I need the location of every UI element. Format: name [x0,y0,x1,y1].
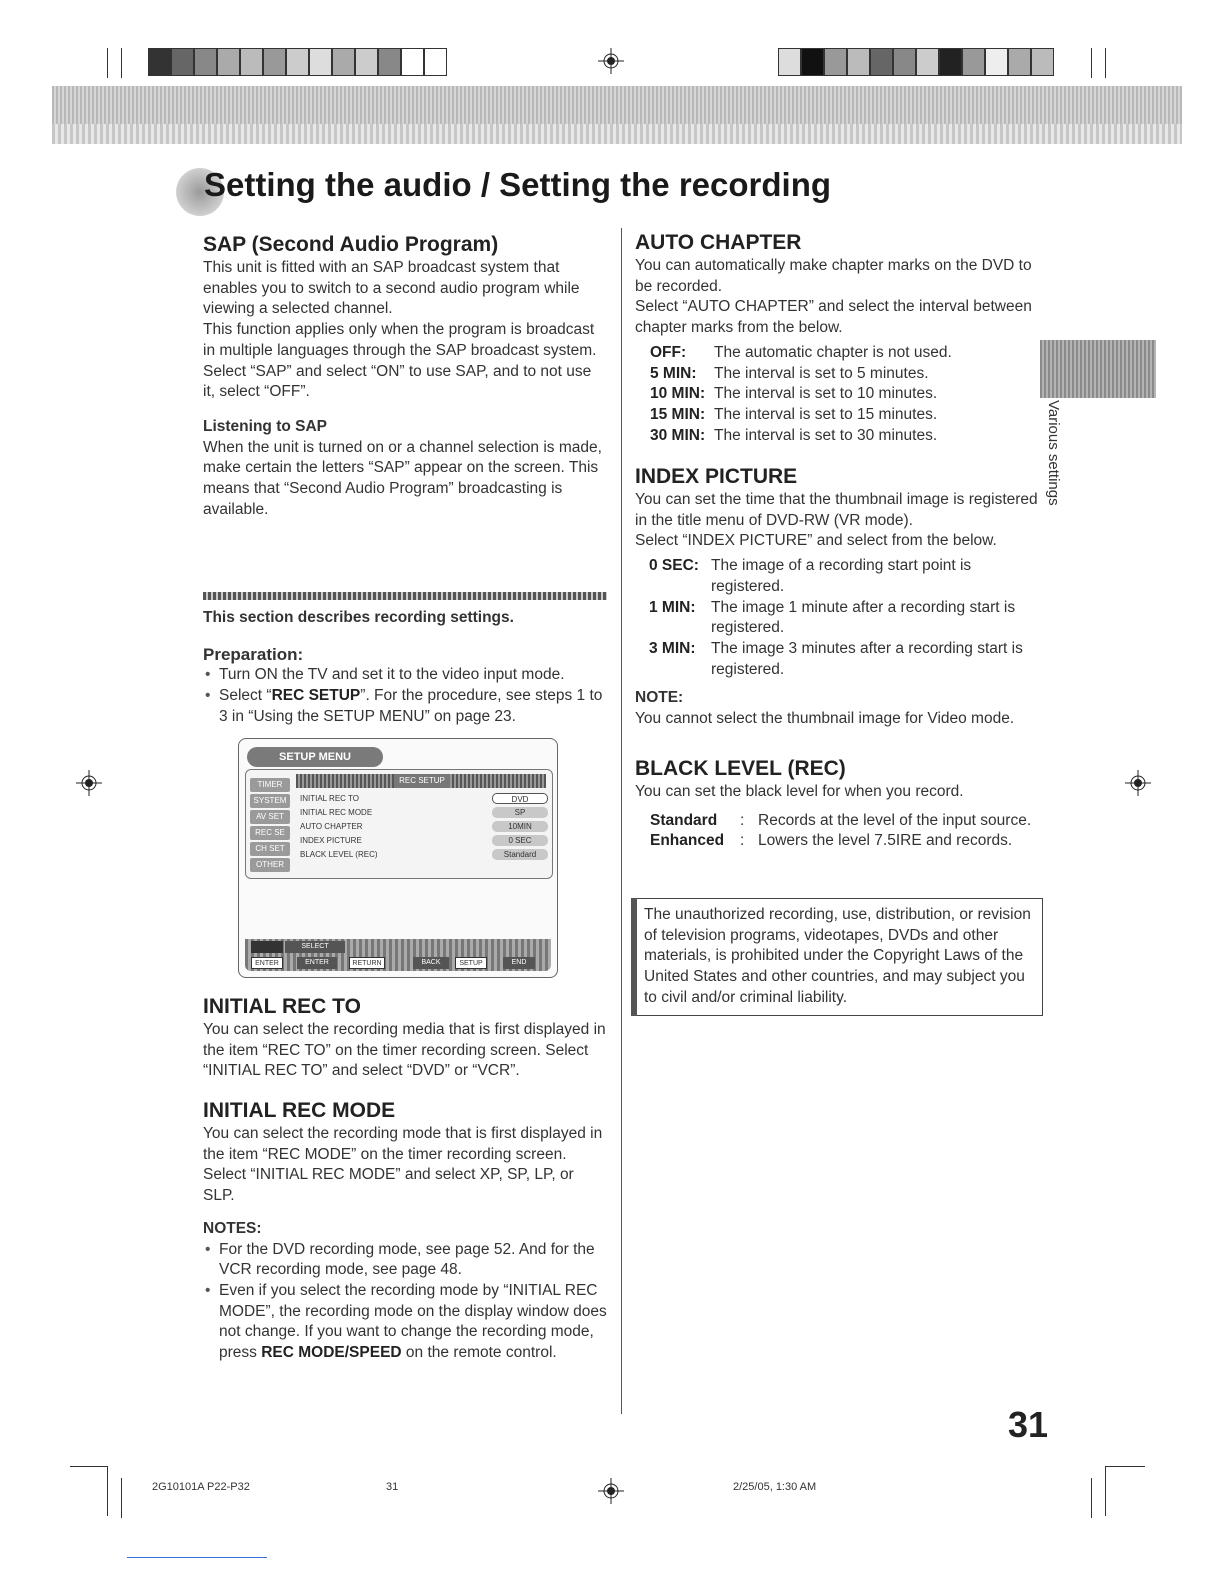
notes-heading: NOTES: [203,1219,262,1237]
section-tab [1040,340,1156,398]
menu-key-bar [245,939,551,971]
sap-heading: SAP (Second Audio Program) [203,233,499,256]
initial-rec-mode-text: You can select the recording mode that is first displayed in the item “REC MODE” on the timer recording screen. Select “INITIAL REC MODE” and select XP, SP, LP, or SLP. [203,1125,603,1205]
crop-mark [121,48,122,78]
copyright-notice-text: The unauthorized recording, use, distribution, or revision of television programs, videotapes, DVDs and other materials, is prohibited under the Copyright Laws of the United States and other countries, and may subject you to civil and/or criminal liability. [644,906,1031,1006]
list-item: • Select “REC SETUP”. For the procedure, see steps 1 to 3 in “Using the SETUP MENU” on page 23. [203,686,607,727]
blue-rule [127,1557,267,1558]
index-picture-para-2: Select “INDEX PICTURE” and select from the below. [635,532,997,550]
enter-key: ENTER [251,957,283,969]
footer-timestamp: 2/25/05, 1:30 AM [733,1481,817,1493]
rec-setup-label: REC SETUP [394,774,450,788]
return-key: RETURN [349,957,385,969]
auto-chapter-para-1: You can automatically make chapter marks on the DVD to be recorded. [635,257,1032,295]
menu-row: INDEX PICTURE 0 SEC [300,834,548,848]
setup-key: SETUP [455,957,487,969]
black-level-text: You can set the black level for when you record. [635,783,964,800]
setup-menu-title: SETUP MENU [247,747,383,767]
listening-text: When the unit is turned on or a channel selection is made, make certain the letters “SAP” appear on the screen. This means that “Second Audio Program” broadcasting is available. [203,438,602,518]
index-picture-section [635,464,1039,730]
index-picture-heading: INDEX PICTURE [635,465,798,488]
crop-mark [1105,1466,1106,1516]
column-divider [621,228,622,1414]
list-item: • Even if you select the recording mode by “INITIAL REC MODE”, the recording mode on the display window does not change. If you want to change the recording mode, press REC MODE/SPEED on the remote control. [203,1281,607,1364]
sap-para-1: This unit is fitted with an SAP broadcast system that enables you to switch to a second audio program while viewing a selected channel. [203,259,580,318]
footer-file-id: 2G10101A P22-P32 [152,1481,250,1493]
listening-heading: Listening to SAP [203,417,327,435]
color-bar-right [778,48,1054,76]
black-level-options: Standard : Records at the level of the input source. Enhanced : Lowers the level 7.5IRE and records. [650,811,1032,850]
setup-menu-screen [238,738,558,978]
menu-row: AUTO CHAPTER 10MIN [300,820,548,834]
sap-para-3: Select “SAP” and select “ON” to use SAP, and to not use it, select “OFF”. [203,362,592,401]
menu-tab: CH SET [250,842,290,856]
black-level-section [635,756,1039,852]
crop-mark [121,1478,122,1518]
copyright-notice [631,898,1043,1016]
crop-mark [1091,48,1092,78]
menu-tab: TIMER [250,778,290,792]
page-title: Setting the audio / Setting the recording [204,166,832,203]
color-bar-left [148,48,447,76]
index-picture-options: 0 SEC: The image of a recording start point is registered. 1 MIN: The image 1 minute after a recording start is registered. 3 MIN: The image 3 minutes after a recording start is registered. [649,557,1023,678]
list-item: • Turn ON the TV and set it to the video input mode. [203,665,607,686]
preparation-list [203,665,607,727]
menu-tab: OTHER [250,858,290,872]
auto-chapter-section [635,230,1039,446]
sap-section [203,232,607,520]
menu-row: INITIAL REC TO DVD [300,792,548,806]
menu-tab: REC SE [250,826,290,840]
header-band [52,86,1182,144]
registration-mark-bottom [598,1478,624,1504]
notes-list [203,1240,607,1364]
black-level-heading: BLACK LEVEL (REC) [635,757,846,780]
rec-setup-panel [245,769,553,879]
recording-description: This section describes recording settings. [203,609,514,626]
initial-rec-to-text: You can select the recording media that is first displayed in the item “REC TO” on the timer recording screen. Select “INITIAL REC TO” and select “DVD” or “VCR”. [203,1021,606,1080]
menu-tab: AV SET [250,810,290,824]
index-note-heading: NOTE: [635,689,684,707]
index-note-text: You cannot select the thumbnail image for Video mode. [635,710,1015,728]
registration-mark-top [598,48,624,74]
crop-mark [1091,1478,1092,1518]
initial-rec-mode-heading: INITIAL REC MODE [203,1099,396,1122]
menu-rows [300,792,548,862]
crop-mark [1105,48,1106,78]
initial-rec-to-section [203,994,607,1082]
page-number: 31 [1008,1404,1049,1445]
registration-mark-right [1125,770,1151,796]
registration-mark-left [76,770,102,796]
initial-rec-mode-section [203,1098,607,1364]
back-key: BACK [413,957,449,969]
section-tab-label: Various settings [1045,400,1062,506]
crop-mark [1105,1466,1145,1467]
initial-rec-to-heading: INITIAL REC TO [203,995,361,1018]
preparation-heading: Preparation: [203,644,304,664]
auto-chapter-heading: AUTO CHAPTER [635,231,802,254]
section-separator [203,592,607,600]
crop-mark [107,48,108,78]
menu-row: BLACK LEVEL (REC) Standard [300,848,548,862]
recording-intro [203,608,607,728]
list-item: • For the DVD recording mode, see page 52. And for the VCR recording mode, see page 48. [203,1240,607,1281]
menu-row: INITIAL REC MODE SP [300,806,548,820]
end-key: END [503,957,535,969]
crop-mark [70,1466,108,1467]
index-picture-para-1: You can set the time that the thumbnail image is registered in the title menu of DVD-RW (VR mode). [635,491,1038,529]
crop-mark [107,1466,108,1516]
auto-chapter-options: OFF: The automatic chapter is not used. 5 MIN: The interval is set to 5 minutes. 10 MIN: The interval is set to 10 minutes. 15 MIN: The interval is set to 15 minutes. 30 MIN: The interval is set to 30 minutes. [650,343,952,444]
footer-page: 31 [386,1481,399,1493]
sap-para-2: This function applies only when the program is broadcast in multiple languages through the SAP broadcast system. [203,321,597,359]
menu-tab: SYSTEM [250,794,290,808]
menu-tabs [250,778,294,874]
auto-chapter-para-2: Select “AUTO CHAPTER” and select the interval between chapter marks from the below. [635,298,1032,337]
select-key: SELECT [285,941,345,953]
rec-setup-header [296,774,546,788]
arrow-keys-icon [251,941,283,953]
enter-key: ENTER [297,957,337,969]
